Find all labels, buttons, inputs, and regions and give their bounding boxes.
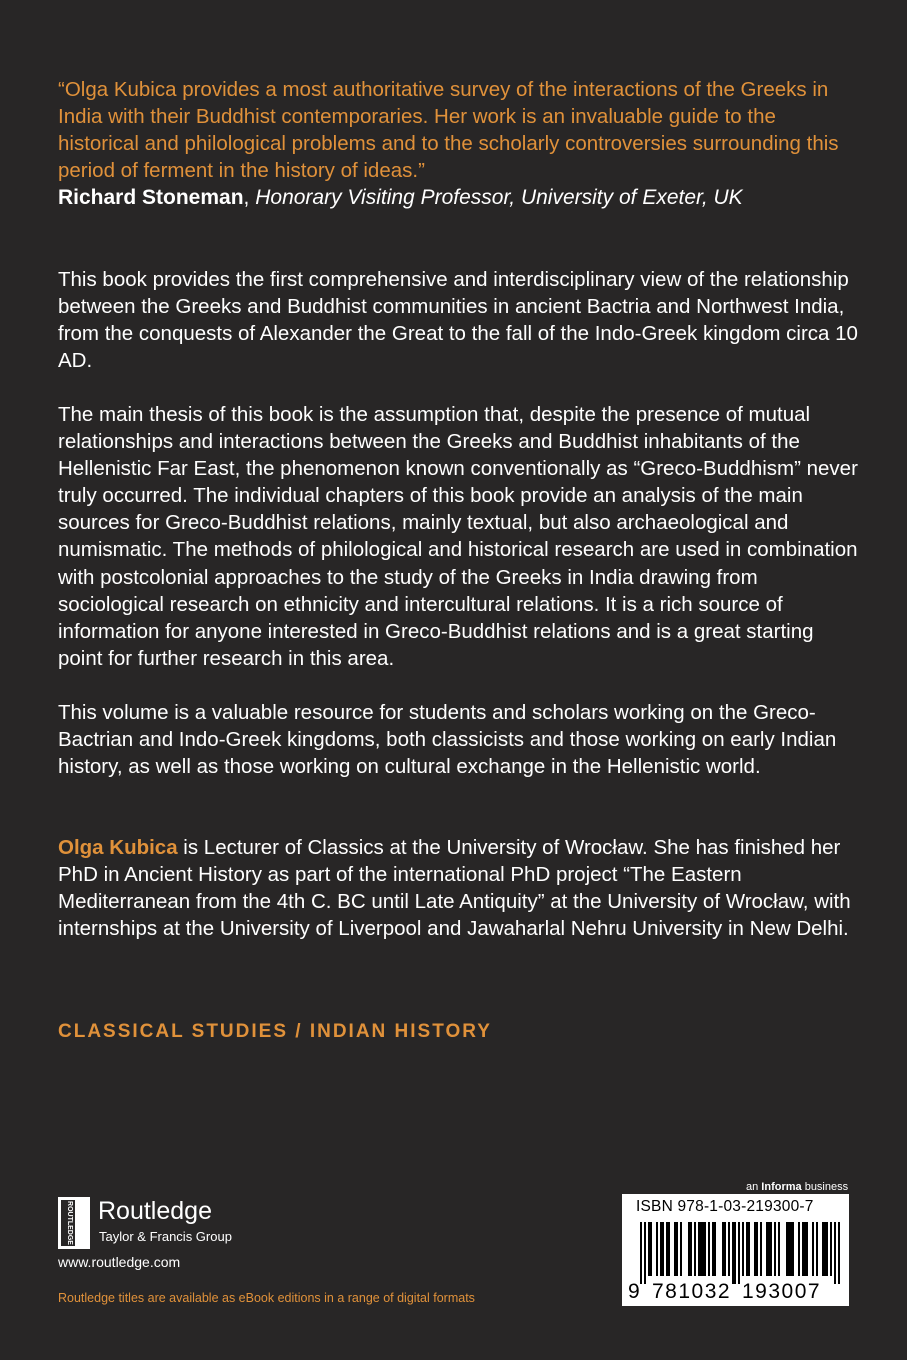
barcode-bar — [804, 1222, 806, 1276]
barcode-bar — [812, 1222, 814, 1276]
barcode-bar — [676, 1222, 678, 1276]
barcode-bar — [732, 1222, 734, 1284]
barcode-bar — [788, 1222, 790, 1276]
barcode-bar — [660, 1222, 662, 1276]
barcode-bar — [754, 1222, 756, 1276]
isbn-barcode — [622, 1194, 849, 1306]
barcode-bar — [778, 1222, 780, 1276]
description-paragraph-1: This book provides the first comprehensive and interdisciplinary view of the relationship between the Greeks and Buddhist communities in ancient Bactria and Northwest India, from the conquests of Alexander the Great to the fall of the Indo-Greek kingdom circa 10 AD. — [58, 268, 858, 373]
logo-vertical-text: ROUTLEDGE — [66, 1201, 73, 1245]
barcode-bar — [640, 1222, 642, 1284]
endorsement-attribution: Richard Stoneman, Honorary Visiting Professor, University of Exeter, UK — [58, 186, 743, 209]
barcode-bar — [728, 1222, 730, 1276]
barcode-bar — [774, 1222, 776, 1276]
author-bio-text: is Lecturer of Classics at the University of Wrocław. She has finished her PhD in Ancient History as part of the international PhD project “The Eastern Mediterranean from the 4th C. BC until Late Antiquity” at the University of Wrocław, with internships at the University of Liverpool and Jawaharlal Nehru University in New Delhi. — [58, 836, 851, 941]
informa-brand: Informa — [761, 1181, 802, 1193]
barcode-bar — [830, 1222, 832, 1276]
informa-suffix: business — [801, 1181, 849, 1193]
barcode-bar — [714, 1222, 716, 1276]
barcode-bar — [816, 1222, 818, 1276]
informa-prefix: an — [746, 1181, 762, 1193]
barcode-bar — [790, 1222, 792, 1276]
barcode-bar — [668, 1222, 670, 1276]
author-name: Olga Kubica — [58, 836, 178, 859]
barcode-bar — [694, 1222, 696, 1276]
barcode-bar — [702, 1222, 704, 1276]
description-paragraph-2: The main thesis of this book is the assumption that, despite the presence of mutual relationships and interactions between the Greeks and Buddhist inhabitants of the Hellenistic Far East, the phenomenon known conventionally as “Greco-Buddhism” never truly occurred. The individual chapters of this book provide an analysis of the main sources for Greco-Buddhist relations, mainly textual, but also archaeological and numismatic. The methods of philological and historical research are used in combination with postcolonial approaches to the study of the Greeks in India drawing from sociological research on ethnicity and intercultural relations. It is a rich source of information for anyone interested in Greco-Buddhist relations and is a great starting point for further research in this area. — [58, 403, 858, 670]
barcode-bar — [756, 1222, 758, 1276]
barcode-bar — [724, 1222, 726, 1276]
barcode-bar — [666, 1222, 668, 1276]
barcode-bar — [690, 1222, 692, 1276]
endorser-name: Richard Stoneman — [58, 186, 244, 209]
barcode-bar — [700, 1222, 702, 1276]
routledge-logo-icon — [58, 1197, 90, 1249]
barcode-digits-left: 781032 — [652, 1280, 732, 1303]
publisher-name: Routledge — [98, 1197, 212, 1225]
barcode-bar — [746, 1222, 748, 1276]
barcode-bar — [674, 1222, 676, 1276]
barcode-digit-first: 9 — [628, 1280, 640, 1303]
barcode-bar — [656, 1222, 658, 1276]
publisher-website[interactable]: www.routledge.com — [58, 1254, 181, 1270]
endorser-affiliation: Honorary Visiting Professor, University of Exeter, UK — [255, 186, 743, 209]
barcode-bar — [708, 1222, 710, 1276]
barcode-bar — [838, 1222, 840, 1284]
barcode-bars — [622, 1222, 849, 1284]
barcode-bar — [824, 1222, 826, 1276]
ebook-note: Routledge titles are available as eBook editions in a range of digital formats — [58, 1291, 475, 1305]
barcode-bar — [742, 1222, 744, 1276]
barcode-bar — [786, 1222, 788, 1276]
subject-category: CLASSICAL STUDIES / INDIAN HISTORY — [58, 1021, 492, 1042]
barcode-bar — [822, 1222, 824, 1276]
author-bio — [58, 834, 858, 942]
barcode-bar — [770, 1222, 772, 1276]
barcode-digits-right: 193007 — [742, 1280, 822, 1303]
barcode-bar — [722, 1222, 724, 1276]
barcode-bar — [648, 1222, 650, 1276]
barcode-bar — [704, 1222, 706, 1276]
barcode-bar — [802, 1222, 804, 1276]
barcode-bar — [662, 1222, 664, 1276]
barcode-bar — [768, 1222, 770, 1276]
barcode-bar — [734, 1222, 736, 1284]
barcode-bar — [760, 1222, 762, 1276]
barcode-bar — [748, 1222, 750, 1276]
barcode-bar — [798, 1222, 800, 1276]
barcode-bar — [712, 1222, 714, 1276]
barcode-bar — [688, 1222, 690, 1276]
barcode-bar — [834, 1222, 836, 1284]
informa-business-label — [746, 1181, 848, 1193]
barcode-bar — [766, 1222, 768, 1276]
description-paragraph-3: This volume is a valuable resource for students and scholars working on the Greco-Bactrian and Indo-Greek kingdoms, both classicists and those working on early Indian history, as well as those working on cultural exchange in the Hellenistic world. — [58, 701, 837, 779]
barcode-bar — [650, 1222, 652, 1276]
endorsement-quote: “Olga Kubica provides a most authoritative survey of the interactions of the Greeks in India with their Buddhist contemporaries. Her work is an invaluable guide to the historical and philological problems and to the scholarly controversies surrounding this period of ferment in the history of ideas.” — [58, 78, 839, 182]
isbn-label: ISBN 978-1-03-219300-7 — [636, 1198, 814, 1215]
barcode-bar — [698, 1222, 700, 1276]
publisher-group: Taylor & Francis Group — [99, 1229, 232, 1244]
barcode-bar — [826, 1222, 828, 1276]
barcode-bar — [680, 1222, 682, 1276]
barcode-bar — [738, 1222, 740, 1284]
barcode-bar — [792, 1222, 794, 1276]
barcode-bar — [644, 1222, 646, 1284]
barcode-bar — [806, 1222, 808, 1276]
